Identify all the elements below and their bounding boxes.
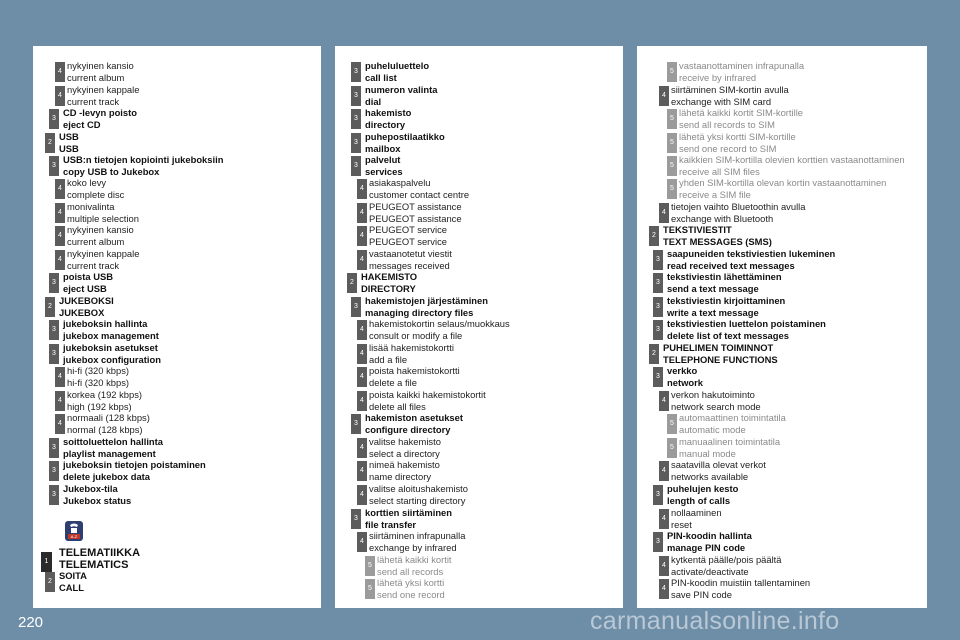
entry-label-finnish: SOITA <box>59 570 87 581</box>
entry-label-english: normal (128 kbps) <box>67 423 143 435</box>
entry-label-english: PEUGEOT assistance <box>369 212 462 224</box>
entry-label-finnish: hakemistokortin selaus/muokkaus <box>369 318 510 329</box>
level-badge: 4 <box>55 203 65 223</box>
level-badge: 3 <box>49 156 59 176</box>
level-badge: 4 <box>659 203 669 223</box>
menu-entry-text <box>671 507 722 530</box>
level-badge: 4 <box>659 461 669 481</box>
level-badge: 5 <box>667 179 677 199</box>
level-badge: 4 <box>357 226 367 246</box>
entry-label-finnish: lisää hakemistokortti <box>369 342 454 353</box>
entry-label-english: managing directory files <box>365 306 474 318</box>
entry-label-finnish: poista hakemistokortti <box>369 365 460 376</box>
entry-label-finnish: monivalinta <box>67 201 115 212</box>
level-badge: 4 <box>357 532 367 552</box>
menu-entry-text <box>369 201 462 224</box>
entry-label-finnish: PIN-koodin hallinta <box>667 530 752 541</box>
level-badge: 4 <box>659 556 669 576</box>
menu-entry-text <box>365 507 452 530</box>
entry-label-finnish: puhelujen kesto <box>667 483 739 494</box>
entry-label-finnish: puheluluettelo <box>365 60 430 71</box>
entry-label-finnish: hakemistojen järjestäminen <box>365 295 488 306</box>
menu-entry-text <box>369 224 447 247</box>
level-badge: 4 <box>357 485 367 505</box>
entry-label-english: JUKEBOX <box>59 306 105 318</box>
entry-label-finnish: nykyinen kappale <box>67 84 140 95</box>
level-badge: 2 <box>45 297 55 317</box>
menu-entry-text <box>377 554 452 577</box>
entry-label-finnish: hakemiston asetukset <box>365 412 463 423</box>
entry-label-finnish: korttien siirtäminen <box>365 507 452 518</box>
menu-entry-text <box>365 107 411 130</box>
entry-label-english: write a text message <box>667 306 759 318</box>
level-badge: 2 <box>45 572 55 592</box>
entry-label-finnish: PEUGEOT assistance <box>369 201 462 212</box>
entry-label-english: dial <box>365 95 382 107</box>
entry-label-finnish: normaali (128 kbps) <box>67 412 150 423</box>
entry-label-finnish: JUKEBOKSI <box>59 295 114 306</box>
entry-label-finnish: kytkentä päälle/pois päältä <box>671 554 782 565</box>
level-badge: 2 <box>649 344 659 364</box>
entry-label-english: select a directory <box>369 447 440 459</box>
entry-label-english: current track <box>67 259 120 271</box>
level-badge: 4 <box>55 226 65 246</box>
level-badge: 5 <box>667 133 677 153</box>
entry-label-english: jukebox configuration <box>63 353 161 365</box>
entry-label-english: delete list of text messages <box>667 329 789 341</box>
entry-label-finnish: palvelut <box>365 154 401 165</box>
entry-label-finnish: lähetä yksi kortti <box>377 577 445 588</box>
level-badge: 5 <box>365 556 375 576</box>
entry-label-finnish: jukeboksin tietojen poistaminen <box>63 459 206 470</box>
level-badge: 4 <box>55 179 65 199</box>
entry-label-finnish: yhden SIM-kortilla olevan kortin vastaanottaminen <box>679 177 887 188</box>
entry-label-finnish: automaattinen toimintatila <box>679 412 786 423</box>
level-badge: 3 <box>351 109 361 129</box>
entry-label-finnish: jukeboksin asetukset <box>63 342 158 353</box>
entry-label-english: exchange with Bluetooth <box>671 212 774 224</box>
level-badge: 5 <box>365 579 375 599</box>
menu-entry-text <box>369 342 454 365</box>
level-badge: 3 <box>351 156 361 176</box>
entry-label-english: customer contact centre <box>369 188 470 200</box>
menu-entry-text <box>365 412 463 435</box>
menu-entry-text <box>671 554 782 577</box>
menu-entry-text <box>671 201 805 224</box>
entry-label-finnish: nykyinen kansio <box>67 224 134 235</box>
entry-label-english: send one record <box>377 588 445 600</box>
menu-entry-text <box>365 154 403 177</box>
menu-entry-text <box>67 201 139 224</box>
menu-entry-text <box>679 60 804 83</box>
level-badge: 5 <box>667 438 677 458</box>
entry-label-finnish: puhepostilaatikko <box>365 131 445 142</box>
menu-entry-text <box>63 459 206 482</box>
entry-label-english: Jukebox status <box>63 494 132 506</box>
entry-label-finnish: saatavilla olevat verkot <box>671 459 766 470</box>
entry-label-english: current album <box>67 235 125 247</box>
entry-label-english: copy USB to Jukebox <box>63 165 160 177</box>
menu-entry-text <box>67 224 134 247</box>
level-badge: 3 <box>49 109 59 129</box>
menu-entry-text <box>671 389 761 412</box>
menu-entry-text <box>663 224 772 247</box>
menu-entry-text <box>63 271 113 294</box>
menu-entry-text <box>67 60 134 83</box>
level-badge: 3 <box>351 133 361 153</box>
entry-label-english: delete jukebox data <box>63 470 151 482</box>
entry-label-english: receive a SIM file <box>679 188 751 200</box>
level-badge: 2 <box>45 133 55 153</box>
entry-label-finnish: lähetä yksi kortti SIM-kortille <box>679 131 796 142</box>
menu-entry-text <box>59 131 79 154</box>
entry-label-english: hi-fi (320 kbps) <box>67 376 130 388</box>
menu-entry-text <box>63 483 131 506</box>
entry-label-finnish: verkko <box>667 365 698 376</box>
menu-entry-text <box>369 389 486 412</box>
level-badge: 5 <box>667 156 677 176</box>
entry-label-finnish: vastaanotetut viestit <box>369 248 452 259</box>
entry-label-english: select starting directory <box>369 494 466 506</box>
entry-label-english: messages received <box>369 259 450 271</box>
index-column-2 <box>335 46 623 608</box>
level-badge: 2 <box>347 273 357 293</box>
level-badge: 4 <box>357 461 367 481</box>
entry-label-english: current track <box>67 95 120 107</box>
level-badge: 3 <box>653 273 663 293</box>
entry-label-finnish: USB <box>59 131 79 142</box>
entry-label-english: jukebox management <box>63 329 159 341</box>
level-badge: 5 <box>667 109 677 129</box>
menu-entry-text <box>679 177 886 200</box>
entry-label-english: length of calls <box>667 494 731 506</box>
entry-label-finnish: tekstiviestin kirjoittaminen <box>667 295 786 306</box>
menu-entry-text <box>663 342 778 365</box>
level-badge: 3 <box>653 297 663 317</box>
menu-entry-text <box>679 436 780 459</box>
entry-label-english: USB <box>59 142 79 154</box>
level-badge: 4 <box>357 179 367 199</box>
entry-label-finnish: numeron valinta <box>365 84 438 95</box>
entry-label-finnish: nykyinen kappale <box>67 248 140 259</box>
entry-label-english: exchange with SIM card <box>671 95 772 107</box>
level-badge: 4 <box>357 438 367 458</box>
entry-label-finnish: siirtäminen infrapunalla <box>369 530 466 541</box>
menu-entry-text <box>667 295 785 318</box>
level-badge: 4 <box>55 367 65 387</box>
level-badge: 3 <box>49 344 59 364</box>
entry-label-finnish: tekstiviestin lähettäminen <box>667 271 782 282</box>
level-badge: 4 <box>55 391 65 411</box>
entry-label-english: networks available <box>671 470 749 482</box>
menu-entry-text <box>369 436 441 459</box>
entry-label-english: read received text messages <box>667 259 795 271</box>
entry-label-english: TELEMATICS <box>59 559 129 571</box>
level-badge: 3 <box>351 414 361 434</box>
menu-entry-text <box>63 318 159 341</box>
menu-entry-text <box>63 107 137 130</box>
entry-label-english: complete disc <box>67 188 125 200</box>
menu-entry-text <box>67 365 129 388</box>
entry-label-english: manual mode <box>679 447 736 459</box>
menu-entry-text <box>369 530 465 553</box>
menu-entry-text <box>679 131 796 154</box>
menu-entry-text <box>67 412 150 435</box>
menu-entry-text <box>667 365 703 388</box>
entry-label-english: call list <box>365 71 397 83</box>
level-badge: 5 <box>667 62 677 82</box>
entry-label-english: receive all SIM files <box>679 165 760 177</box>
menu-entry-text <box>67 248 139 271</box>
level-badge: 4 <box>55 62 65 82</box>
entry-label-english: CALL <box>59 581 84 593</box>
entry-label-finnish: siirtäminen SIM-kortin avulla <box>671 84 789 95</box>
menu-entry-text <box>369 365 460 388</box>
entry-label-english: TELEPHONE FUNCTIONS <box>663 353 778 365</box>
entry-label-english: send a text message <box>667 282 759 294</box>
menu-entry-text <box>59 547 140 571</box>
level-badge: 4 <box>357 367 367 387</box>
level-badge: 3 <box>49 461 59 481</box>
entry-label-english: reset <box>671 518 692 530</box>
level-badge: 4 <box>55 414 65 434</box>
menu-entry-text <box>369 459 440 482</box>
entry-label-finnish: nimeä hakemisto <box>369 459 440 470</box>
entry-label-english: exchange by infrared <box>369 541 457 553</box>
entry-label-finnish: PIN-koodin muistiin tallentaminen <box>671 577 811 588</box>
level-badge: 3 <box>49 438 59 458</box>
menu-entry-text <box>59 570 87 593</box>
menu-entry-text <box>369 318 510 341</box>
menu-entry-text <box>59 295 114 318</box>
level-badge: 3 <box>653 367 663 387</box>
page-number: 220 <box>18 614 44 631</box>
menu-entry-text <box>667 248 835 271</box>
menu-entry-text <box>67 84 139 107</box>
level-badge: 4 <box>357 344 367 364</box>
menu-entry-text <box>667 271 782 294</box>
entry-label-finnish: manuaalinen toimintatila <box>679 436 781 447</box>
entry-label-finnish: saapuneiden tekstiviestien lukeminen <box>667 248 836 259</box>
entry-label-english: delete a file <box>369 376 417 388</box>
menu-entry-text <box>365 84 437 107</box>
level-badge: 4 <box>357 320 367 340</box>
menu-entry-text <box>671 459 766 482</box>
menu-entry-text <box>679 107 803 130</box>
entry-label-finnish: nollaaminen <box>671 507 722 518</box>
level-badge: 3 <box>49 485 59 505</box>
entry-label-english: manage PIN code <box>667 541 746 553</box>
entry-label-finnish: valitse hakemisto <box>369 436 441 447</box>
entry-label-english: TEXT MESSAGES (SMS) <box>663 235 772 247</box>
entry-label-finnish: PEUGEOT service <box>369 224 447 235</box>
entry-label-finnish: hakemisto <box>365 107 412 118</box>
entry-label-finnish: soittoluettelon hallinta <box>63 436 163 447</box>
level-badge: 5 <box>667 414 677 434</box>
menu-entry-text <box>365 295 488 318</box>
entry-label-english: configure directory <box>365 423 451 435</box>
entry-label-english: send one record to SIM <box>679 142 777 154</box>
entry-label-finnish: CD -levyn poisto <box>63 107 137 118</box>
menu-entry-text <box>377 577 445 600</box>
entry-label-english: eject CD <box>63 118 101 130</box>
entry-label-english: network search mode <box>671 400 761 412</box>
entry-label-english: add a file <box>369 353 408 365</box>
level-badge: 4 <box>55 250 65 270</box>
menu-entry-text <box>369 177 469 200</box>
entry-label-english: name directory <box>369 470 432 482</box>
entry-label-finnish: kaikkien SIM-kortilla olevien korttien vastaanottaminen <box>679 154 905 165</box>
entry-label-finnish: PUHELIMEN TOIMINNOT <box>663 342 774 353</box>
entry-label-finnish: poista kaikki hakemistokortit <box>369 389 486 400</box>
entry-label-english: delete all files <box>369 400 426 412</box>
entry-label-english: activate/deactivate <box>671 565 749 577</box>
menu-entry-text <box>67 389 142 412</box>
level-badge: 4 <box>659 391 669 411</box>
entry-label-finnish: valitse aloitushakemisto <box>369 483 469 494</box>
entry-label-english: DIRECTORY <box>361 282 416 294</box>
entry-label-finnish: lähetä kaikki kortit SIM-kortille <box>679 107 803 118</box>
entry-label-english: save PIN code <box>671 588 732 600</box>
menu-entry-text <box>679 154 905 177</box>
menu-entry-text <box>667 318 826 341</box>
entry-label-finnish: asiakaspalvelu <box>369 177 431 188</box>
level-badge: 4 <box>659 509 669 529</box>
menu-entry-text <box>369 483 468 506</box>
entry-label-finnish: jukeboksin hallinta <box>63 318 148 329</box>
menu-entry-text <box>361 271 417 294</box>
entry-label-finnish: nykyinen kansio <box>67 60 134 71</box>
level-badge: 4 <box>659 579 669 599</box>
menu-entry-text <box>671 84 789 107</box>
level-badge: 3 <box>49 273 59 293</box>
level-badge: 3 <box>653 532 663 552</box>
entry-label-english: send all records <box>377 565 444 577</box>
level-badge: 4 <box>357 250 367 270</box>
menu-entry-text <box>369 248 452 271</box>
entry-label-english: eject USB <box>63 282 107 294</box>
level-badge: 3 <box>653 320 663 340</box>
level-badge: 3 <box>49 320 59 340</box>
entry-label-english: current album <box>67 71 125 83</box>
entry-label-english: network <box>667 376 703 388</box>
menu-entry-text <box>63 342 161 365</box>
entry-label-finnish: lähetä kaikki kortit <box>377 554 452 565</box>
level-badge: 1 <box>41 552 52 572</box>
entry-label-finnish: TELEMATIIKKA <box>59 547 141 559</box>
index-column-3 <box>637 46 927 608</box>
entry-label-finnish: korkea (192 kbps) <box>67 389 143 400</box>
menu-entry-text <box>679 412 786 435</box>
entry-label-finnish: poista USB <box>63 271 114 282</box>
level-badge: 3 <box>351 62 361 82</box>
watermark: carmanualsonline.info <box>590 607 840 635</box>
entry-label-finnish: HAKEMISTO <box>361 271 418 282</box>
entry-label-finnish: Jukebox-tila <box>63 483 118 494</box>
level-badge: 3 <box>351 297 361 317</box>
level-badge: 3 <box>351 509 361 529</box>
entry-label-english: multiple selection <box>67 212 139 224</box>
menu-entry-text <box>67 177 124 200</box>
entry-label-english: playlist management <box>63 447 156 459</box>
menu-entry-text <box>671 577 810 600</box>
level-badge: 2 <box>649 226 659 246</box>
menu-entry-text <box>365 60 429 83</box>
level-badge: 4 <box>55 86 65 106</box>
level-badge: 4 <box>357 391 367 411</box>
level-badge: 3 <box>653 250 663 270</box>
entry-label-finnish: TEKSTIVIESTIT <box>663 224 732 235</box>
entry-label-finnish: tekstiviestien luettelon poistaminen <box>667 318 826 329</box>
entry-label-finnish: koko levy <box>67 177 107 188</box>
level-badge: 3 <box>351 86 361 106</box>
entry-label-finnish: hi-fi (320 kbps) <box>67 365 130 376</box>
entry-label-english: file transfer <box>365 518 417 530</box>
entry-label-english: receive by infrared <box>679 71 757 83</box>
entry-label-english: directory <box>365 118 406 130</box>
entry-label-finnish: tietojen vaihto Bluetoothin avulla <box>671 201 806 212</box>
entry-label-english: services <box>365 165 403 177</box>
entry-label-english: send all records to SIM <box>679 118 775 130</box>
menu-entry-text <box>667 483 738 506</box>
menu-entry-text <box>63 154 223 177</box>
entry-label-english: consult or modify a file <box>369 329 463 341</box>
level-badge: 3 <box>653 485 663 505</box>
telephone-a-z-icon <box>65 521 83 541</box>
entry-label-finnish: USB:n tietojen kopiointi jukeboksiin <box>63 154 224 165</box>
level-badge: 4 <box>357 203 367 223</box>
svg-text:A-Z: A-Z <box>70 534 78 539</box>
entry-label-english: mailbox <box>365 142 401 154</box>
menu-entry-text <box>365 131 445 154</box>
menu-entry-text <box>667 530 752 553</box>
entry-label-english: PEUGEOT service <box>369 235 447 247</box>
entry-label-finnish: vastaanottaminen infrapunalla <box>679 60 805 71</box>
entry-label-english: automatic mode <box>679 423 746 435</box>
menu-entry-text <box>63 436 163 459</box>
entry-label-finnish: verkon hakutoiminto <box>671 389 755 400</box>
level-badge: 4 <box>659 86 669 106</box>
entry-label-english: high (192 kbps) <box>67 400 132 412</box>
